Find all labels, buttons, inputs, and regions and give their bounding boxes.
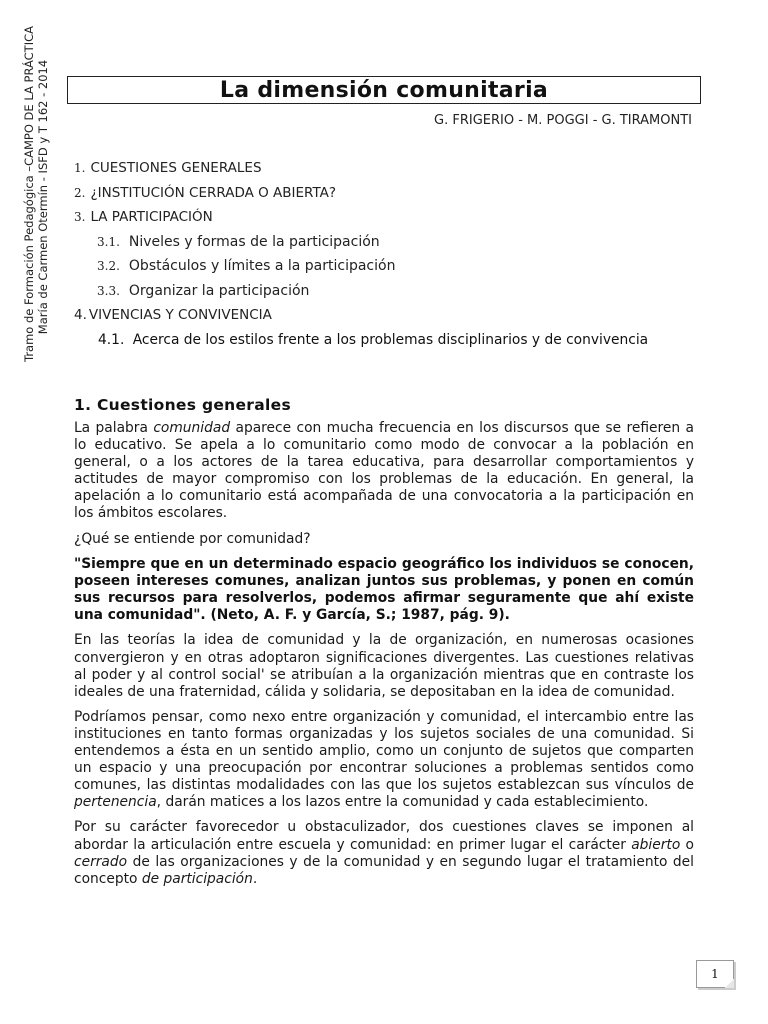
table-of-contents	[74, 160, 694, 349]
toc-item-4	[74, 307, 694, 332]
side-note-line-1: Tramo de Formación Pedagógica –CAMPO DE LA PRÁCTICA	[22, 26, 36, 362]
toc-number: 2.	[74, 185, 86, 200]
text-run: Por su carácter favorecedor u obstaculizador, dos cuestiones claves se imponen al abordar la articulación entre escuela y comunidad: en primer lugar el carácter	[74, 819, 694, 853]
toc-number: 3.	[74, 210, 86, 224]
toc-label: Obstáculos y límites a la participación	[128, 258, 396, 274]
toc-label: Organizar la participación	[128, 282, 310, 299]
side-note-line-2: María de Carmen Otermín - ISFD y T 162 - 2014	[36, 59, 50, 335]
emphasis: abierto	[631, 836, 681, 853]
paragraph-1	[74, 420, 694, 523]
text-run: aparece con mucha frecuencia en los discursos que se refieren a lo educativo. Se apela a lo comunitario como modo de convocar a la población en general, o a los actores de la tarea educativa, para desarrollar comportamientos y actitudes de mayor compromiso con los problemas de la educación. En general, la apelación a lo comunitario está acompañada de una convocatoria a la participación en los ámbitos escolares.	[74, 420, 694, 522]
section-body	[74, 396, 694, 896]
toc-number: 3.3.	[97, 283, 120, 298]
toc-label: Acerca de los estilos frente a los problemas disciplinarios y de convivencia	[132, 331, 649, 348]
toc-label: LA PARTICIPACIÓN	[90, 209, 213, 225]
emphasis: de participación	[141, 870, 253, 887]
emphasis: cerrado	[74, 853, 128, 870]
text-run: .	[252, 870, 258, 887]
title-box	[67, 76, 701, 104]
text-run: La palabra	[74, 420, 154, 436]
toc-label: ¿INSTITUCIÓN CERRADA O ABIERTA?	[90, 184, 337, 201]
toc-item-3	[74, 209, 694, 234]
quote: "Siempre que en un determinado espacio geográfico los individuos se conocen, poseen intereses comunes, analizan juntos sus problemas, y ponen en común sus recursos para resolverlos, podemos afirmar seguramente que ahí existe una comunidad". (Neto, A. F. y García, S.; 1987, pág. 9).	[74, 555, 694, 624]
toc-number: 3.1.	[97, 234, 120, 249]
toc-item-3-3	[74, 283, 694, 308]
authors: G. FRIGERIO - M. POGGI - G. TIRAMONTI	[434, 113, 692, 128]
toc-number: 3.2.	[97, 259, 120, 273]
toc-label: CUESTIONES GENERALES	[90, 160, 262, 176]
text-run: , darán matices a los lazos entre la comunidad y cada establecimiento.	[156, 794, 649, 811]
side-note	[22, 26, 50, 362]
paragraph-3	[74, 709, 694, 812]
toc-number: 4.	[74, 307, 87, 323]
question: ¿Qué se entiende por comunidad?	[74, 530, 311, 547]
toc-item-3-2	[74, 258, 694, 283]
page-number: 1	[696, 960, 734, 988]
toc-item-1	[74, 160, 694, 185]
toc-label: Niveles y formas de la participación	[128, 233, 380, 250]
text-run: o	[680, 836, 694, 853]
emphasis: comunidad	[153, 420, 231, 436]
toc-item-4-1	[74, 332, 664, 349]
toc-item-3-1	[74, 234, 694, 259]
text-run: de las organizaciones y de la comunidad y en segundo lugar el tratamiento del concepto	[74, 853, 694, 887]
toc-number: 4.1.	[98, 331, 125, 348]
paragraph-2: En las teorías la idea de comunidad y la de organización, en numerosas ocasiones convergieron y en otras adoptaron significaciones divergentes. Las cuestiones relativas al poder y al control social' se atribuían a la organización mientras que en contraste los ideales de una fraternidad, cálida y solidaria, se depositaban en la idea de comunidad.	[74, 632, 694, 700]
text-run: Podríamos pensar, como nexo entre organización y comunidad, el intercambio entre las instituciones en tanto formas organizadas y los sujetos sociales de una comunidad. Si entendemos a ésta en un sentido amplio, como un conjunto de sujetos que comparten un espacio y una preocupación por encontrar soluciones a problemas sentidos como comunes, las distintas modalidades con las que los sujetos establezcan sus vínculos de	[74, 708, 694, 794]
paragraph-4	[74, 819, 694, 887]
emphasis: pertenencia	[74, 794, 157, 811]
toc-label: VIVENCIAS Y CONVIVENCIA	[88, 307, 272, 323]
page-title: La dimensión comunitaria	[219, 77, 549, 103]
toc-item-2	[74, 185, 694, 210]
section-heading: 1. Cuestiones generales	[74, 396, 291, 414]
toc-number: 1.	[74, 161, 86, 175]
